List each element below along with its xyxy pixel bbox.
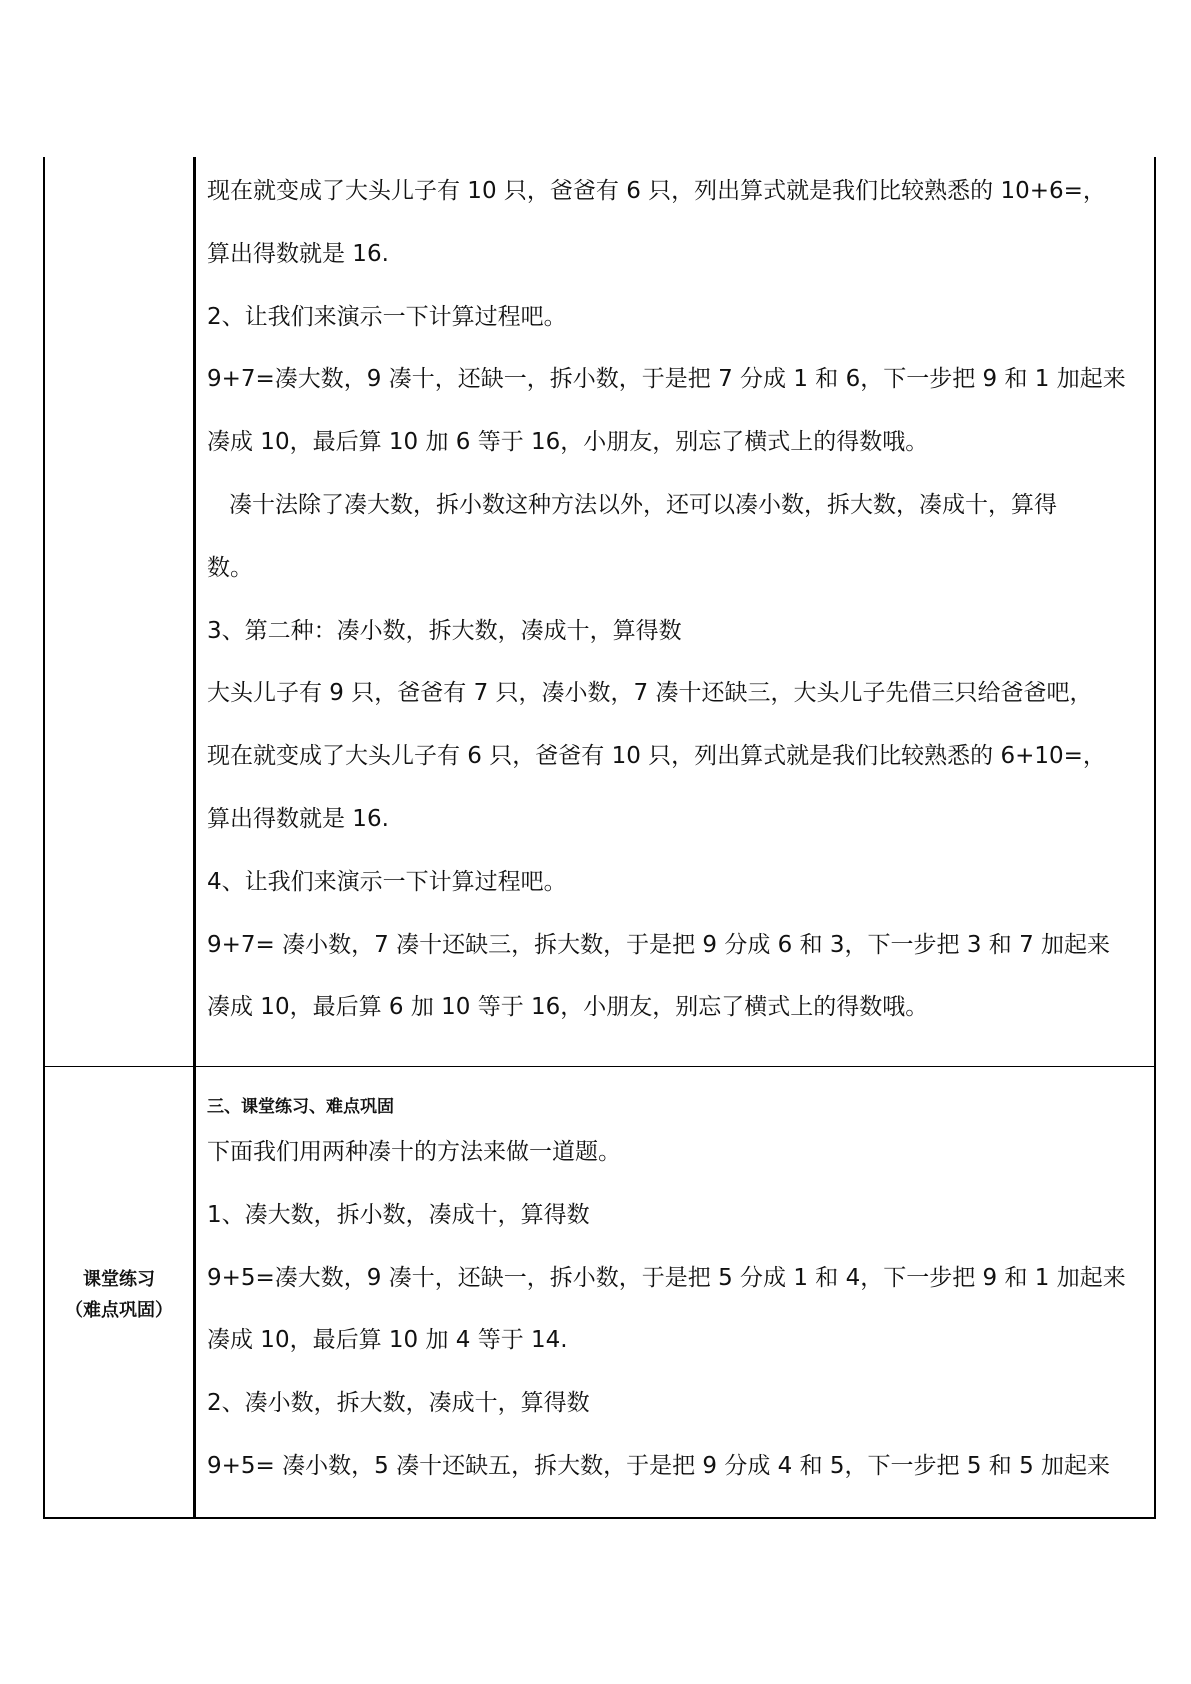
practice-content: [207, 1097, 1147, 1498]
teaching-process-content: [207, 160, 1147, 1039]
text-line: 下面我们用两种凑十的方法来做一道题。: [207, 1139, 621, 1165]
row-divider: [45, 1066, 1154, 1067]
text-line: 3、第二种：凑小数，拆大数，凑成十，算得数: [207, 617, 682, 644]
text-line: 现在就变成了大头儿子有 10 只，爸爸有 6 只，列出算式就是我们比较熟悉的 10+6=，: [207, 178, 1106, 204]
text-line: 2、让我们来演示一下计算过程吧。: [207, 303, 567, 330]
text-line: 凑十法除了凑大数，拆小数这种方法以外，还可以凑小数，拆大数，凑成十，算得: [229, 491, 1057, 518]
text-line: 9+7= 凑小数，7 凑十还缺三，拆大数，于是把 9 分成 6 和 3，下一步把 3 和 7 加起来: [207, 931, 1111, 958]
section-heading: 三、课堂练习、难点巩固: [207, 1097, 394, 1117]
text-line: 数。: [207, 554, 253, 581]
text-line: 9+5= 凑小数，5 凑十还缺五，拆大数，于是把 9 分成 4 和 5，下一步把 5 和 5 加起来: [207, 1452, 1111, 1479]
text-line: 2、凑小数，拆大数，凑成十，算得数: [207, 1390, 590, 1417]
text-line: 1、凑大数，拆小数，凑成十，算得数: [207, 1201, 590, 1228]
text-line: 算出得数就是 16.: [207, 805, 389, 832]
text-line: 9+5=凑大数，9 凑十，还缺一，拆小数，于是把 5 分成 1 和 4，下一步把 9 和 1 加起来: [207, 1264, 1126, 1291]
text-line: 算出得数就是 16.: [207, 240, 389, 267]
text-line: 现在就变成了大头儿子有 6 只，爸爸有 10 只，列出算式就是我们比较熟悉的 6+10=，: [207, 743, 1106, 770]
text-line: 凑成 10，最后算 10 加 4 等于 14.: [207, 1327, 568, 1354]
row-label-title: 课堂练习: [83, 1269, 155, 1290]
text-line: 大头儿子有 9 只，爸爸有 7 只，凑小数，7 凑十还缺三，大头儿子先借三只给爸爸吧，: [207, 680, 1093, 707]
text-line: 凑成 10，最后算 6 加 10 等于 16，小朋友，别忘了横式上的得数哦。: [207, 994, 929, 1021]
lesson-table: [43, 157, 1156, 1519]
row-label-subtitle: （难点巩固）: [65, 1300, 173, 1321]
text-line: 凑成 10，最后算 10 加 6 等于 16，小朋友，别忘了横式上的得数哦。: [207, 429, 929, 456]
text-line: 9+7=凑大数，9 凑十，还缺一，拆小数，于是把 7 分成 1 和 6，下一步把 9 和 1 加起来: [207, 366, 1126, 393]
text-line: 4、让我们来演示一下计算过程吧。: [207, 868, 567, 895]
row-label: [45, 1264, 193, 1326]
column-divider: [193, 157, 196, 1517]
